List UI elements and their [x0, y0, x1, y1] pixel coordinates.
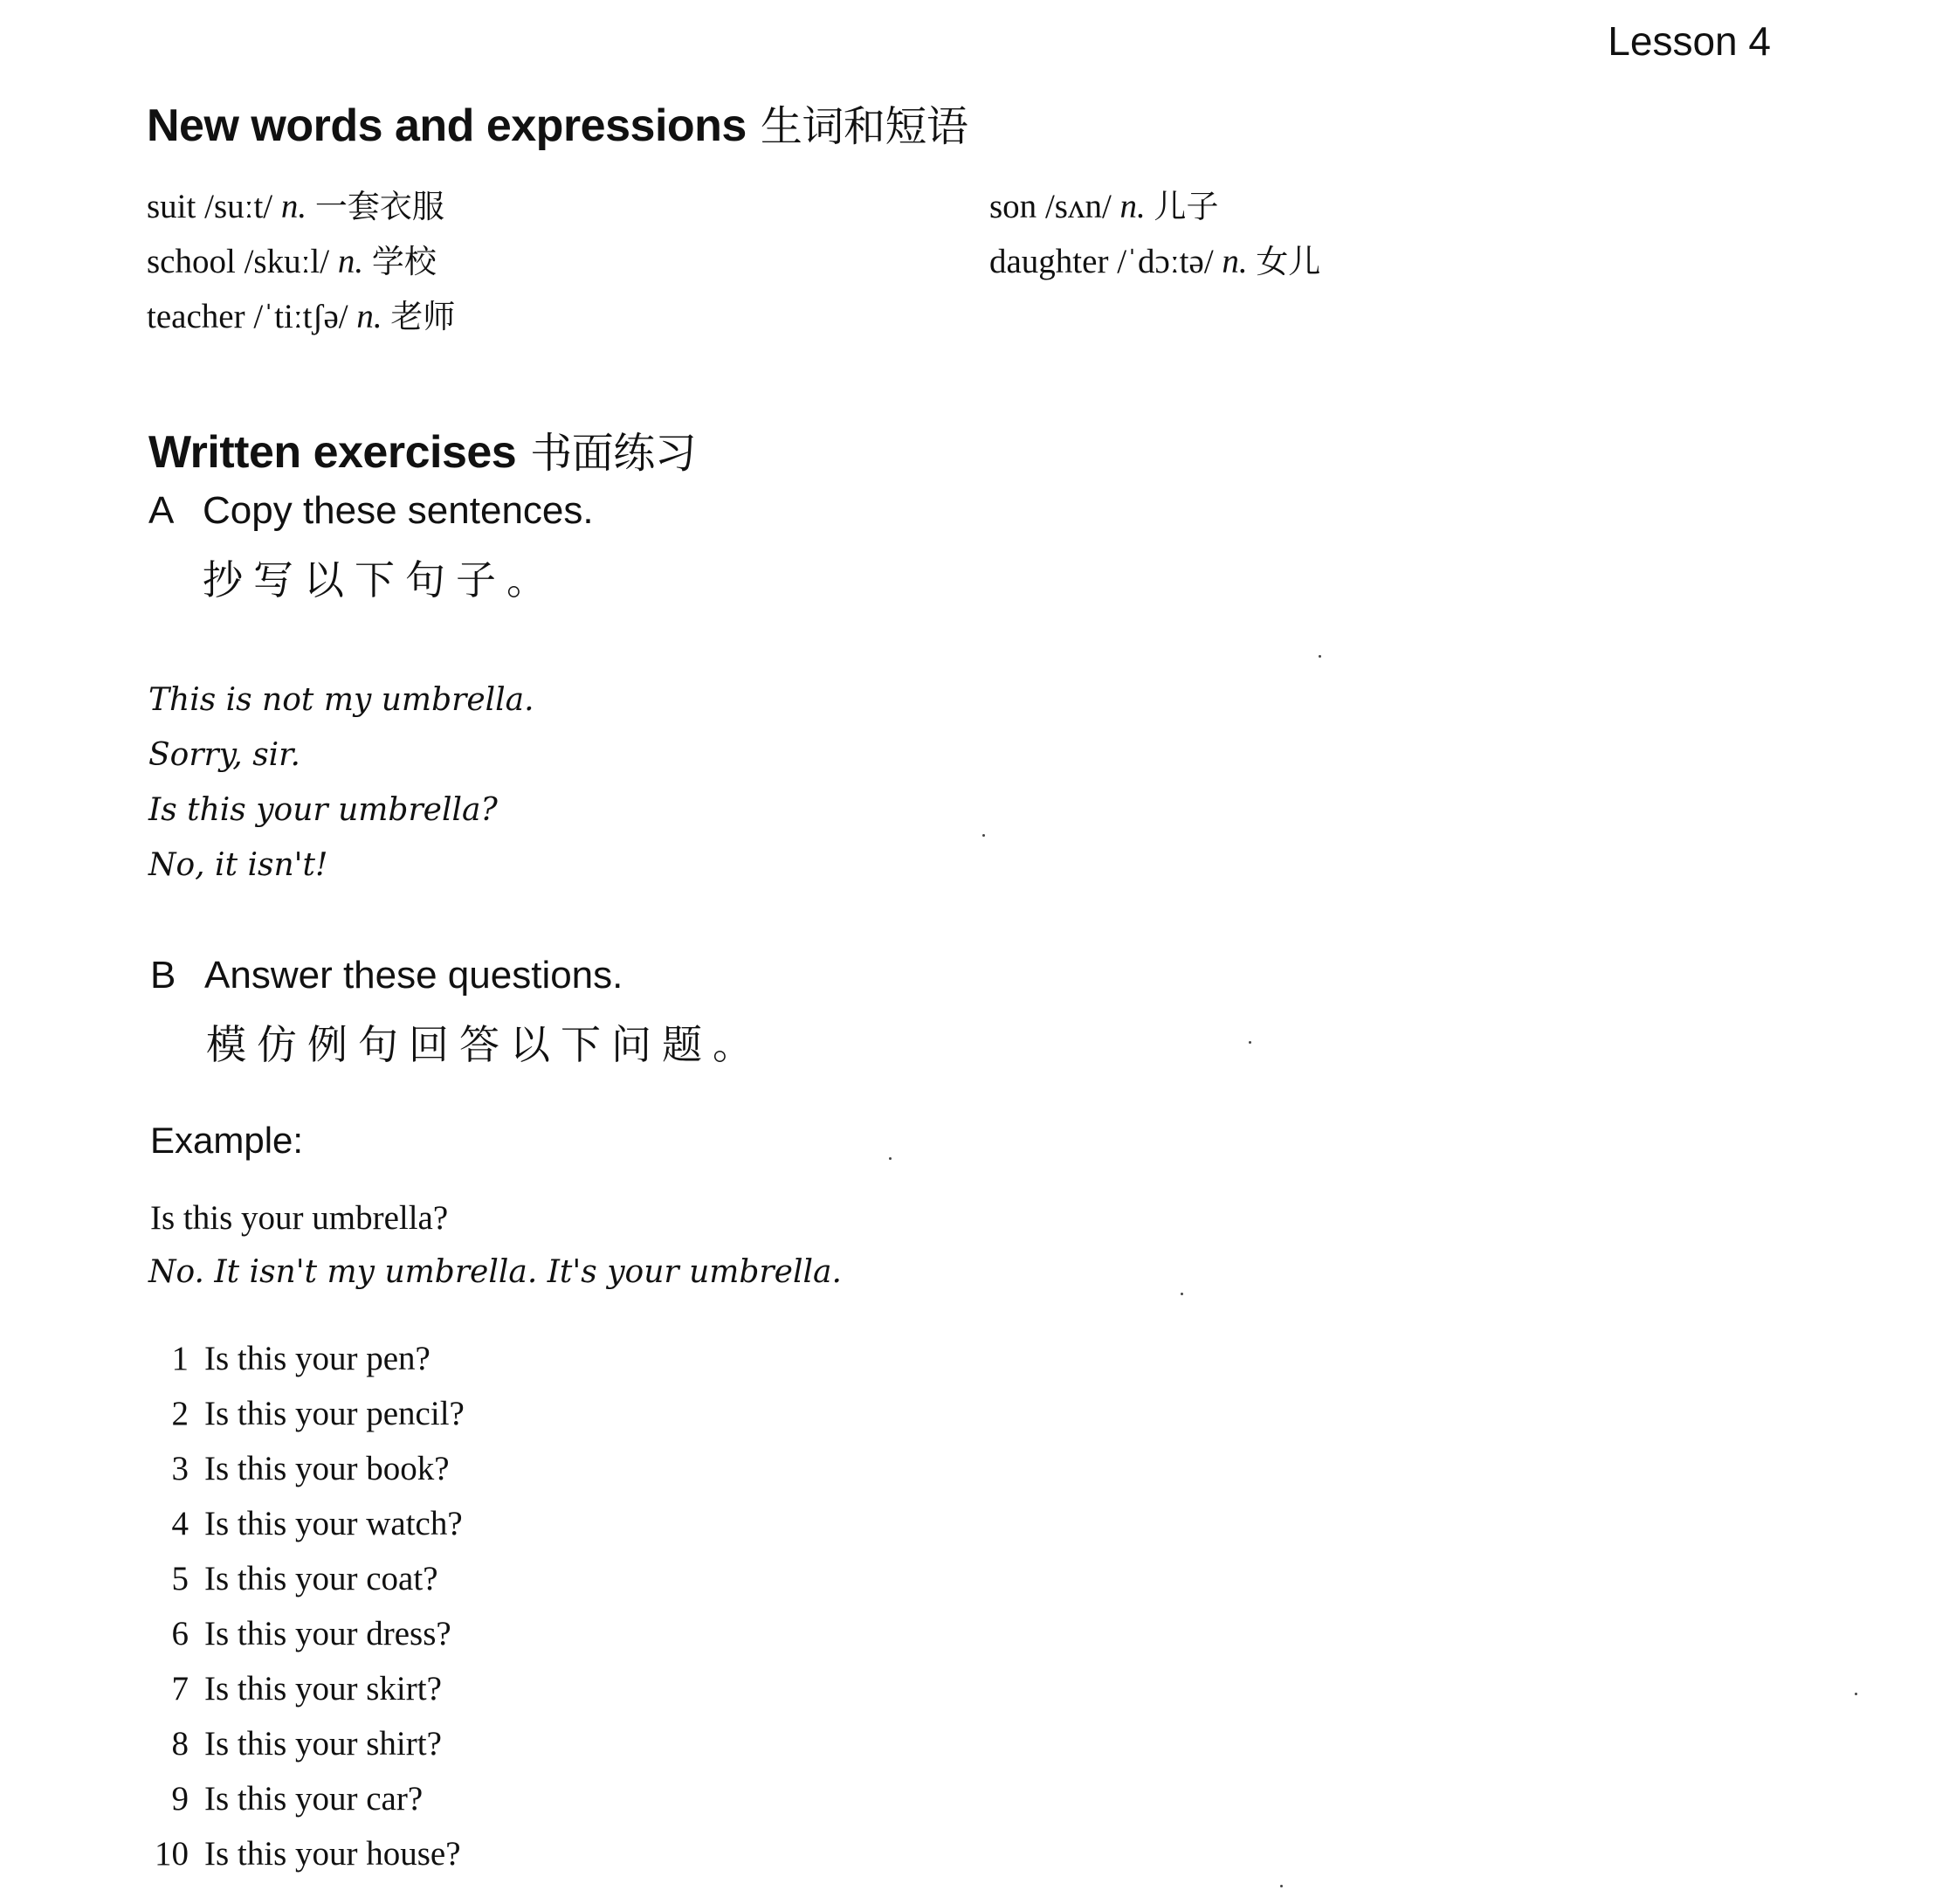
question-text: Is this your pen?	[204, 1340, 430, 1377]
example-label: Example:	[150, 1120, 304, 1161]
vocab-phonetic: /ˈtiːtʃə/	[253, 298, 348, 335]
vocab-entry	[147, 289, 455, 344]
vocab-phonetic: /skuːl/	[244, 243, 330, 280]
example-question: Is this your umbrella?	[150, 1199, 449, 1237]
exercise-a-instruction	[148, 489, 594, 533]
lesson-label: Lesson 4	[1608, 18, 1771, 64]
question-number: 3	[171, 1450, 189, 1487]
vocab-entry	[989, 234, 1320, 289]
example-answer: No. It isn't my umbrella. It's your umbrella.	[148, 1254, 842, 1290]
question-text: Is this your dress?	[204, 1615, 451, 1652]
vocab-entry	[147, 179, 455, 234]
written-exercises-heading-en: Written exercises	[148, 427, 517, 478]
vocab-column-2	[989, 179, 1320, 289]
question-text: Is this your pencil?	[204, 1395, 465, 1432]
question-number: 5	[171, 1560, 189, 1597]
vocab-entry	[147, 234, 455, 289]
question-item	[148, 1551, 465, 1606]
question-number: 8	[171, 1725, 189, 1763]
exercise-b-text: Answer these questions.	[204, 954, 623, 997]
question-text: Is this your watch?	[204, 1505, 463, 1542]
scan-speck	[1249, 1041, 1251, 1044]
question-item	[148, 1716, 465, 1771]
vocab-word: suit	[147, 188, 196, 225]
question-item	[148, 1826, 465, 1881]
question-text: Is this your car?	[204, 1780, 424, 1818]
vocab-pos: n.	[1222, 243, 1248, 280]
scan-speck	[1181, 1293, 1183, 1295]
question-text: Is this your shirt?	[204, 1725, 442, 1763]
question-item	[148, 1441, 465, 1496]
new-words-heading	[147, 93, 968, 153]
copy-sentence: No, it isn't!	[148, 847, 328, 883]
vocab-meaning: 一套衣服	[314, 188, 444, 225]
exercise-a-letter: A	[148, 489, 175, 532]
new-words-heading-zh: 生词和短语	[760, 102, 968, 151]
written-exercises-heading	[148, 419, 696, 479]
question-item	[148, 1771, 465, 1826]
exercise-b-instruction-zh: 模仿例句回答以下问题。	[206, 1021, 763, 1068]
question-item	[148, 1331, 465, 1386]
written-exercises-heading-zh: 书面练习	[530, 429, 697, 478]
vocab-phonetic: /suːt/	[204, 188, 273, 225]
question-text: Is this your book?	[204, 1450, 450, 1487]
exercise-b-letter: B	[150, 954, 176, 997]
scan-speck	[982, 834, 985, 837]
scan-speck	[1319, 655, 1321, 658]
vocab-word: son	[989, 188, 1037, 225]
exercise-b-instruction	[150, 954, 623, 997]
vocab-column-1	[147, 179, 455, 344]
vocab-pos: n.	[337, 243, 364, 280]
vocab-pos: n.	[280, 188, 307, 225]
question-number: 1	[171, 1340, 189, 1377]
question-number: 10	[155, 1835, 189, 1873]
question-number: 7	[171, 1670, 189, 1707]
question-text: Is this your coat?	[204, 1560, 438, 1597]
copy-sentence: This is not my umbrella.	[148, 682, 534, 718]
question-item	[148, 1496, 465, 1551]
scan-speck	[1280, 1885, 1283, 1887]
vocab-pos: n.	[356, 298, 382, 335]
vocab-meaning: 儿子	[1154, 188, 1219, 225]
question-item	[148, 1606, 465, 1661]
copy-sentences	[148, 673, 534, 893]
vocab-phonetic: /sʌn/	[1044, 188, 1112, 225]
question-number: 4	[171, 1505, 189, 1542]
question-item	[148, 1661, 465, 1716]
exercise-a-instruction-zh: 抄写以下句子。	[203, 556, 557, 604]
vocab-pos: n.	[1119, 188, 1146, 225]
question-number: 2	[171, 1395, 189, 1432]
exercise-a-text: Copy these sentences.	[203, 489, 594, 532]
question-item	[148, 1386, 465, 1441]
vocab-meaning: 学校	[371, 243, 437, 280]
vocab-meaning: 女儿	[1256, 243, 1321, 280]
new-words-heading-en: New words and expressions	[147, 100, 747, 151]
question-text: Is this your skirt?	[204, 1670, 442, 1707]
copy-sentence: Sorry, sir.	[148, 737, 300, 773]
vocab-phonetic: /ˈdɔːtə/	[1117, 243, 1214, 280]
question-number: 6	[171, 1615, 189, 1652]
vocab-entry	[989, 179, 1320, 234]
question-text: Is this your house?	[204, 1835, 461, 1873]
vocab-word: daughter	[989, 243, 1109, 280]
copy-sentence: Is this your umbrella?	[148, 792, 498, 828]
question-number: 9	[171, 1780, 189, 1818]
vocab-meaning: 老师	[390, 298, 456, 335]
scan-speck	[1855, 1693, 1857, 1695]
question-list	[148, 1331, 465, 1881]
scan-speck	[889, 1157, 892, 1160]
vocab-word: teacher	[147, 298, 245, 335]
vocab-word: school	[147, 243, 236, 280]
